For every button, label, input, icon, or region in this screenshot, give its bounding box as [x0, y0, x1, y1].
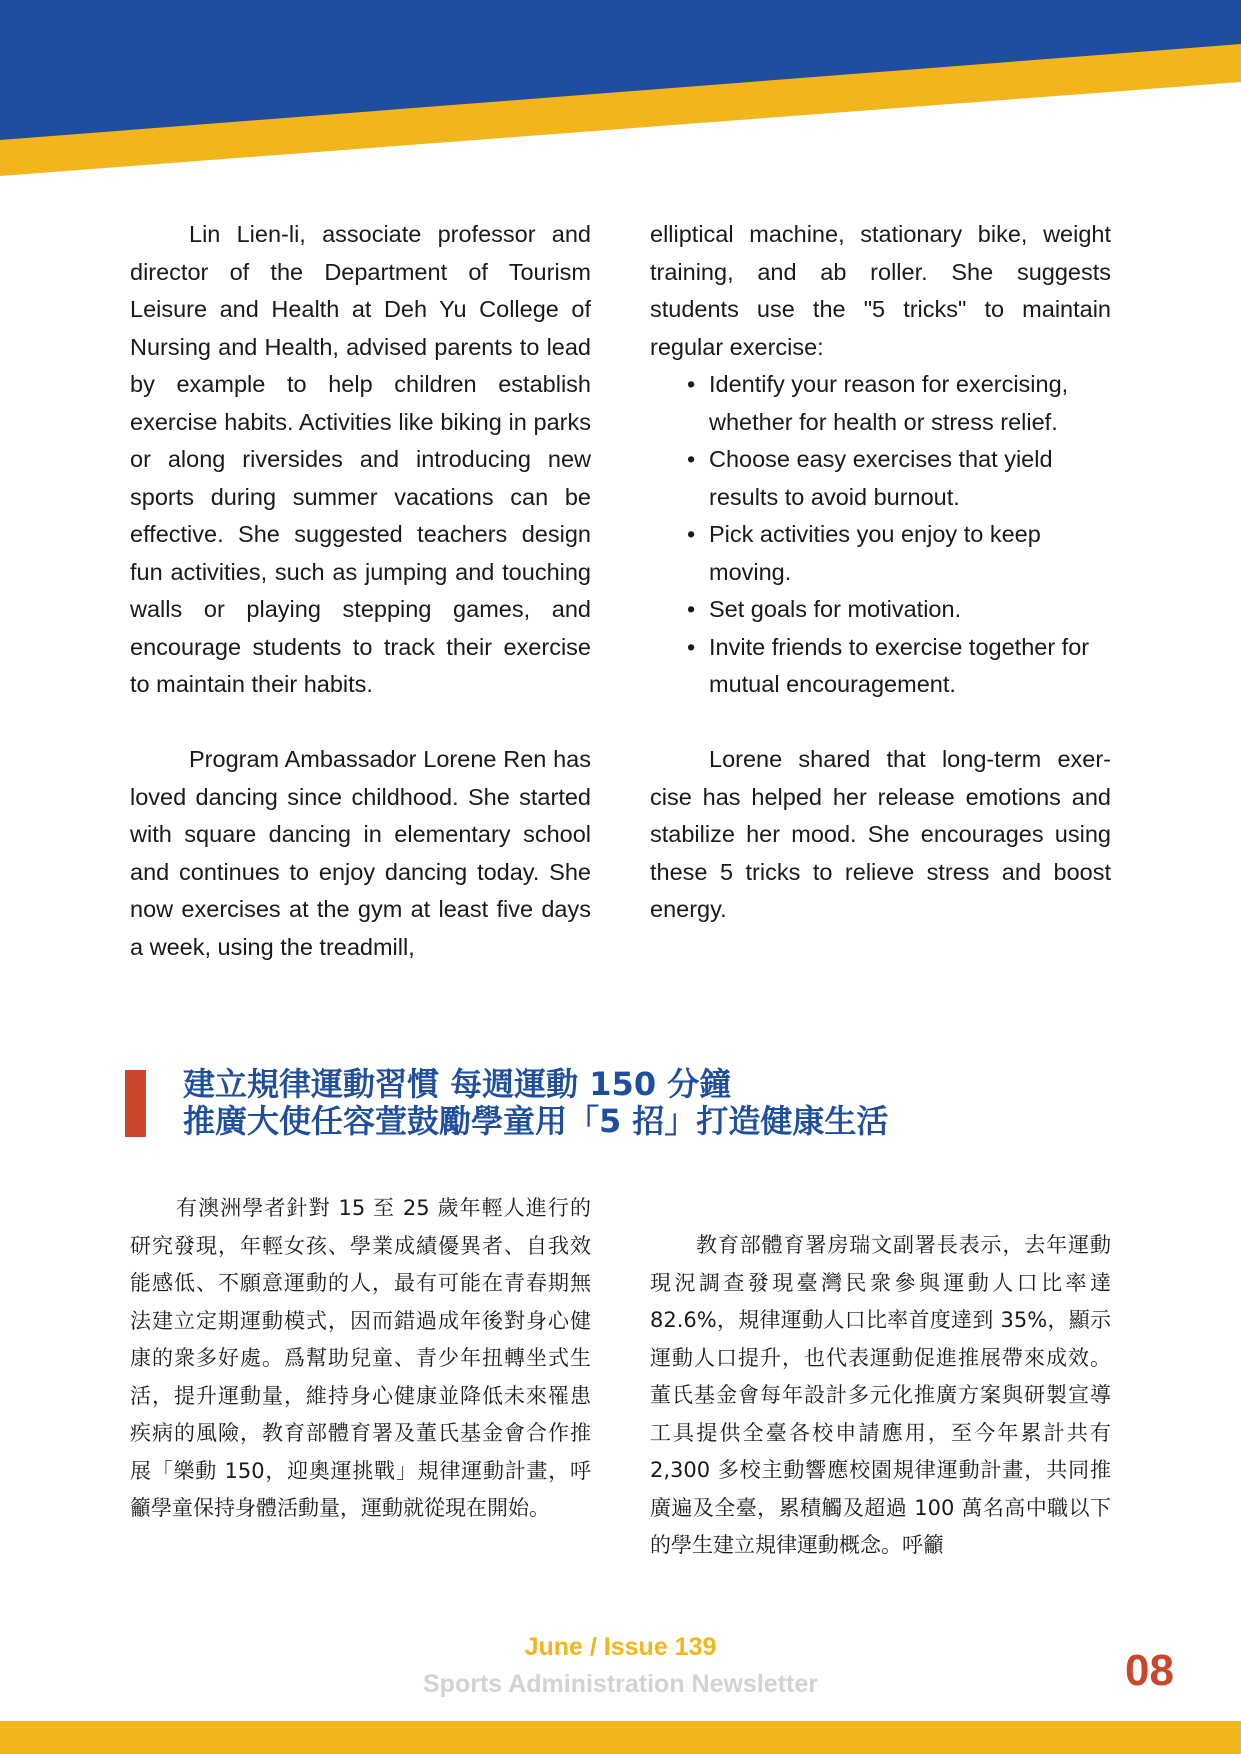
footer-issue: June / Issue 139: [524, 1633, 717, 1661]
footer-band: [0, 1721, 1241, 1754]
section-title-line1: 建立規律運動習慣 每週運動 150 分鐘: [183, 1065, 732, 1103]
page-number: 08: [1125, 1646, 1174, 1695]
chinese-left-paragraph: 有澳洲學者針對 15 至 25 歲年輕人進行的研究發現，年輕女孩、學業成績優異者、自我效能感低、不願意運動的人，最有可能在青春期無法建立定期運動模式，因而錯過成年後對身心健康的衆多好處。爲幫助兒童、青少年扭轉坐式生活，提升運動量，維持身心健康並降低未來罹患疾病的風險，教育部體育署及董氏基金會合作推展「樂動 150，迎奧運挑戰」規律運動計畫，呼籲學童保持身體活動量，運動就從現在開始。: [130, 1196, 591, 1520]
five-tricks-list: [650, 366, 1111, 704]
list-item: • Choose easy exercises that yield results to avoid burnout.: [709, 441, 1111, 516]
section-title-line2: 推廣大使任容萱鼓勵學童用「5 招」打造健康生活: [183, 1102, 889, 1140]
chinese-left-column: [130, 1190, 591, 1528]
chinese-right-column: [650, 1227, 1111, 1565]
list-item: • Set goals for motivation.: [709, 591, 1111, 629]
equipment-paragraph: elliptical machine, stationary bike, weight training, and ab roller. She suggests students use the "5 tricks" to maintain regular exercise:: [650, 221, 1111, 360]
lorene-ren-paragraph: Program Ambassador Lorene Ren has loved dancing since childhood. She started with square dancing in elementary school and continues to enjoy dancing today. She now exercises at the gym at least five days a week, using the treadmill,: [130, 746, 591, 960]
english-left-column: [130, 216, 591, 966]
lorene-shared-paragraph: Lorene shared that long-term exer-cise has helped her release emotions and stabilize her mood. She encourages using these 5 tricks to relieve stress and boost energy.: [650, 746, 1111, 922]
section-accent-bar: [125, 1070, 146, 1137]
footer-newsletter-name: Sports Administration Newsletter: [423, 1670, 818, 1698]
header-band: [0, 0, 1241, 190]
list-item: • Invite friends to exercise together for mutual encouragement.: [709, 629, 1111, 704]
section-title: [183, 1066, 1183, 1140]
lin-lienli-paragraph: Lin Lien-li, associate professor and director of the Department of Tourism Leisure and Health at Deh Yu College of Nursing and Health, advised parents to lead by example to help children establish exercise habits. Activities like biking in parks or along riversides and introducing new sports during summer vacations can be effective. She suggested teachers design fun activities, such as jumping and touching walls or playing stepping games, and encourage students to track their exercise to maintain their habits.: [130, 221, 591, 697]
list-item: • Pick activities you enjoy to keep moving.: [709, 516, 1111, 591]
english-right-column: [650, 216, 1111, 929]
chinese-right-paragraph: 教育部體育署房瑞文副署長表示，去年運動現況調查發現臺灣民衆參與運動人口比率達 82.6%，規律運動人口比率首度達到 35%，顯示運動人口提升，也代表運動促進推展帶來成效。董氏基金會每年設計多元化推廣方案與研製宣導工具提供全臺各校申請應用，至今年累計共有 2,300 多校主動響應校園規律運動計畫，共同推廣遍及全臺，累積觸及超過 100 萬名高中職以下的學生建立規律運動概念。呼籲: [650, 1233, 1111, 1557]
list-item: • Identify your reason for exercising, whether for health or stress relief.: [709, 366, 1111, 441]
